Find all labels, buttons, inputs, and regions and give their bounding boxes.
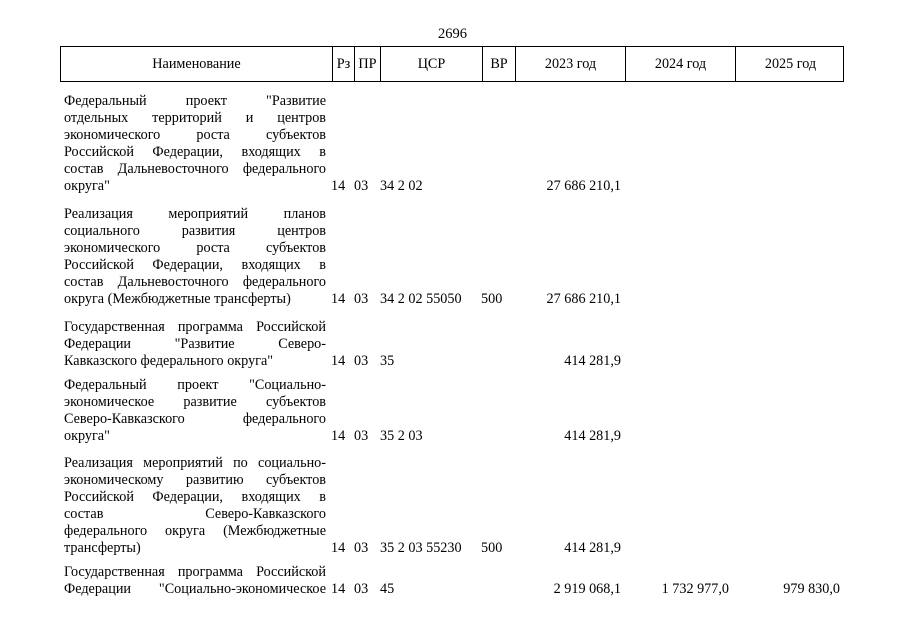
- row-name-line: Федерации "Развитие Северо-: [64, 336, 326, 352]
- row-name-line: Государственная программа Российской: [64, 319, 326, 335]
- row-2023: 414 281,9: [564, 428, 621, 444]
- row-name-line: Российской Федерации, входящих в: [64, 489, 326, 505]
- row-2023: 414 281,9: [564, 540, 621, 556]
- header-csr: ЦСР: [380, 47, 482, 81]
- row-name-line: округа": [64, 428, 110, 444]
- row-name-line: федерального округа (Межбюджетные: [64, 523, 326, 539]
- row-2024: 1 732 977,0: [661, 581, 729, 597]
- row-name-line: экономического роста субъектов: [64, 240, 326, 256]
- header-pr: ПР: [354, 47, 380, 81]
- row-csr: 34 2 02: [380, 178, 423, 194]
- header-2025: 2025 год: [735, 47, 845, 81]
- row-name-line: Российской Федерации, входящих в: [64, 257, 326, 273]
- row-rz: 14: [331, 581, 346, 597]
- row-vr: 500: [481, 540, 503, 556]
- row-2023: 27 686 210,1: [546, 178, 621, 194]
- row-name-line: социального развития центров: [64, 223, 326, 239]
- row-csr: 35 2 03 55230: [380, 540, 462, 556]
- row-rz: 14: [331, 353, 346, 369]
- row-2023: 2 919 068,1: [553, 581, 621, 597]
- row-vr: 500: [481, 291, 503, 307]
- row-csr: 34 2 02 55050: [380, 291, 462, 307]
- table-header: [60, 46, 844, 82]
- row-pr: 03: [354, 540, 369, 556]
- header-vr: ВР: [482, 47, 515, 81]
- row-rz: 14: [331, 428, 346, 444]
- page-number: 2696: [438, 26, 467, 42]
- row-name-line: экономическое развитие субъектов: [64, 394, 326, 410]
- row-name-line: Федеральный проект "Развитие: [64, 93, 326, 109]
- row-name-line: округа (Межбюджетные трансферты): [64, 291, 291, 307]
- row-name-line: Реализация мероприятий планов: [64, 206, 326, 222]
- row-name-line: экономического роста субъектов: [64, 127, 326, 143]
- row-name-line: трансферты): [64, 540, 141, 556]
- row-pr: 03: [354, 428, 369, 444]
- row-name-line: экономическому развитию субъектов: [64, 472, 326, 488]
- header-2023: 2023 год: [515, 47, 625, 81]
- row-name-line: Российской Федерации, входящих в: [64, 144, 326, 160]
- row-pr: 03: [354, 178, 369, 194]
- row-2023: 27 686 210,1: [546, 291, 621, 307]
- row-name-line: Кавказского федерального округа": [64, 353, 274, 369]
- row-rz: 14: [331, 540, 346, 556]
- row-name-line: Федеральный проект "Социально-: [64, 377, 326, 393]
- row-name-line: Федерации "Социально-экономическое: [64, 581, 326, 597]
- row-csr: 35: [380, 353, 395, 369]
- header-name: Наименование: [152, 55, 241, 72]
- row-name-line: Государственная программа Российской: [64, 564, 326, 580]
- row-pr: 03: [354, 291, 369, 307]
- row-name-line: отдельных территорий и центров: [64, 110, 326, 126]
- row-name-line: состав Дальневосточного федерального: [64, 161, 326, 177]
- row-2023: 414 281,9: [564, 353, 621, 369]
- row-pr: 03: [354, 353, 369, 369]
- row-rz: 14: [331, 291, 346, 307]
- header-rz: Рз: [332, 47, 354, 81]
- row-csr: 35 2 03: [380, 428, 423, 444]
- row-rz: 14: [331, 178, 346, 194]
- row-name-line: Северо-Кавказского федерального: [64, 411, 326, 427]
- row-csr: 45: [380, 581, 395, 597]
- row-pr: 03: [354, 581, 369, 597]
- row-2025: 979 830,0: [783, 581, 840, 597]
- header-2024: 2024 год: [625, 47, 735, 81]
- row-name-line: состав Дальневосточного федерального: [64, 274, 326, 290]
- row-name-line: округа": [64, 178, 110, 194]
- row-name-line: Реализация мероприятий по социально-: [64, 455, 326, 471]
- row-name-line: состав Северо-Кавказского: [64, 506, 326, 522]
